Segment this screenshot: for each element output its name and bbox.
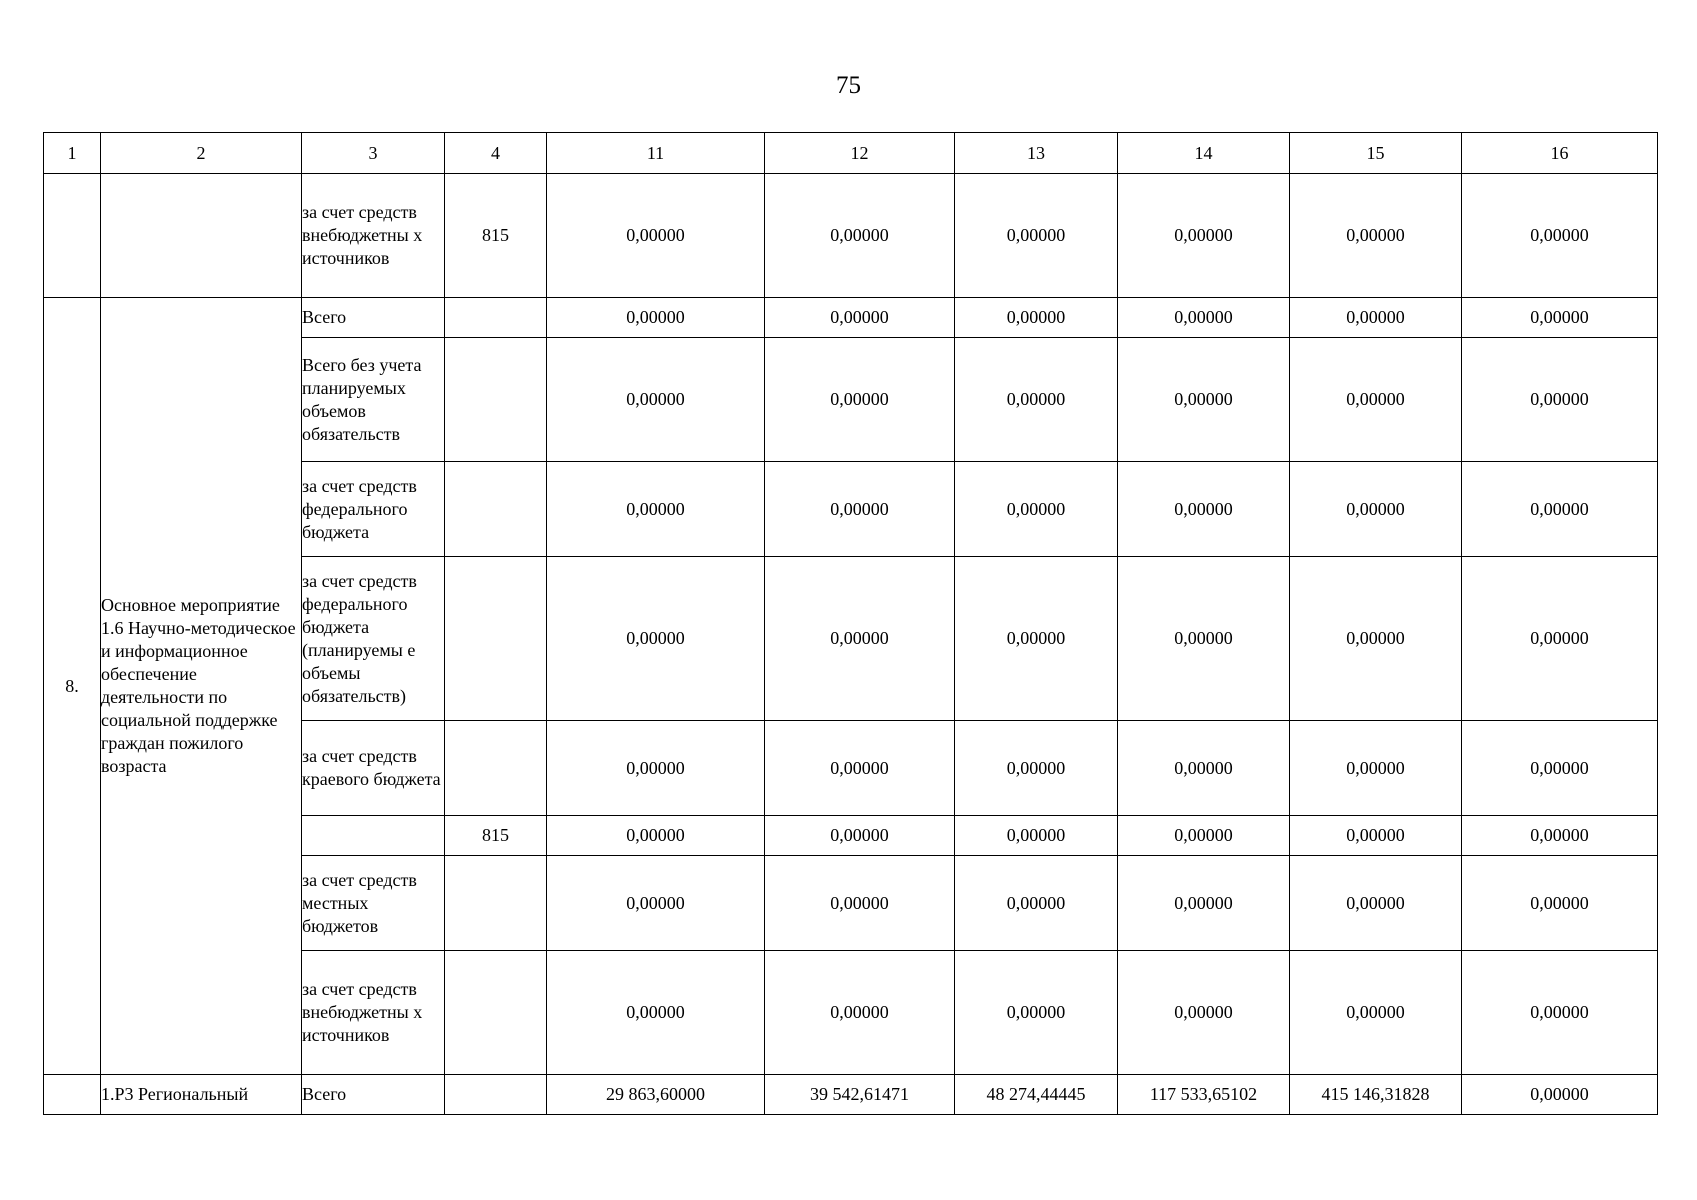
column-header: 14 [1118,133,1290,174]
value-cell: 0,00000 [1118,462,1290,557]
column-header: 13 [955,133,1118,174]
value-cell: 0,00000 [1290,557,1462,721]
value-cell: 0,00000 [1118,557,1290,721]
column-header: 4 [445,133,547,174]
code-cell [445,951,547,1075]
table-row [44,174,1658,298]
header-row [44,133,1658,174]
value-cell: 39 542,61471 [765,1075,955,1115]
table-row [44,298,1658,338]
value-cell: 0,00000 [547,816,765,856]
value-cell: 0,00000 [955,298,1118,338]
value-cell: 0,00000 [1462,816,1658,856]
value-cell: 0,00000 [1462,338,1658,462]
value-cell: 0,00000 [1118,338,1290,462]
value-cell: 0,00000 [955,721,1118,816]
value-cell: 0,00000 [1462,721,1658,816]
value-cell: 0,00000 [1462,1075,1658,1115]
value-cell: 0,00000 [1290,174,1462,298]
activity-name-cell [101,174,302,298]
column-header: 3 [302,133,445,174]
value-cell: 0,00000 [1118,816,1290,856]
activity-name-cell: Основное мероприятие 1.6 Научно-методическое и информационное обеспечение деятельности по социальной поддержке граждан пожилого возраста [101,298,302,1075]
activity-name-cell: 1.Р3 Региональный [101,1075,302,1115]
value-cell: 0,00000 [1462,462,1658,557]
value-cell: 0,00000 [1290,721,1462,816]
code-cell [445,338,547,462]
value-cell: 0,00000 [765,721,955,816]
value-cell: 0,00000 [955,462,1118,557]
value-cell: 0,00000 [547,721,765,816]
value-cell: 0,00000 [955,557,1118,721]
funding-source-cell: Всего без учета планируемых объемов обязательств [302,338,445,462]
value-cell: 415 146,31828 [1290,1075,1462,1115]
value-cell: 0,00000 [1462,174,1658,298]
value-cell: 0,00000 [1290,298,1462,338]
budget-table [43,132,1658,1115]
value-cell: 0,00000 [1118,721,1290,816]
value-cell: 0,00000 [547,338,765,462]
value-cell: 0,00000 [765,338,955,462]
row-number-cell [44,174,101,298]
value-cell: 0,00000 [547,951,765,1075]
code-cell [445,557,547,721]
value-cell: 0,00000 [955,856,1118,951]
column-header: 15 [1290,133,1462,174]
funding-source-cell: за счет средств краевого бюджета [302,721,445,816]
value-cell: 0,00000 [765,462,955,557]
value-cell: 0,00000 [1118,856,1290,951]
funding-source-cell [302,816,445,856]
funding-source-cell: Всего [302,298,445,338]
value-cell: 0,00000 [1462,856,1658,951]
page-number: 75 [836,72,861,99]
code-cell: 815 [445,816,547,856]
value-cell: 0,00000 [547,298,765,338]
value-cell: 0,00000 [1462,951,1658,1075]
code-cell [445,856,547,951]
value-cell: 0,00000 [547,462,765,557]
value-cell: 0,00000 [1118,174,1290,298]
funding-source-cell: за счет средств федерального бюджета (планируемы е объемы обязательств) [302,557,445,721]
value-cell: 48 274,44445 [955,1075,1118,1115]
value-cell: 0,00000 [955,951,1118,1075]
code-cell [445,721,547,816]
value-cell: 0,00000 [765,856,955,951]
code-cell [445,462,547,557]
column-header: 12 [765,133,955,174]
value-cell: 0,00000 [765,816,955,856]
column-header: 16 [1462,133,1658,174]
value-cell: 0,00000 [1290,816,1462,856]
funding-source-cell: за счет средств федерального бюджета [302,462,445,557]
code-cell: 815 [445,174,547,298]
value-cell: 0,00000 [1290,462,1462,557]
code-cell [445,298,547,338]
value-cell: 0,00000 [765,174,955,298]
code-cell [445,1075,547,1115]
row-number-cell [44,1075,101,1115]
value-cell: 0,00000 [765,951,955,1075]
value-cell: 0,00000 [1118,951,1290,1075]
value-cell: 29 863,60000 [547,1075,765,1115]
column-header: 11 [547,133,765,174]
value-cell: 0,00000 [1462,557,1658,721]
funding-source-cell: Всего [302,1075,445,1115]
value-cell: 0,00000 [1290,951,1462,1075]
funding-source-cell: за счет средств местных бюджетов [302,856,445,951]
value-cell: 0,00000 [1118,298,1290,338]
value-cell: 0,00000 [547,174,765,298]
value-cell: 0,00000 [955,338,1118,462]
column-header: 2 [101,133,302,174]
row-number-cell: 8. [44,298,101,1075]
funding-source-cell: за счет средств внебюджетны х источников [302,951,445,1075]
column-header: 1 [44,133,101,174]
value-cell: 0,00000 [547,856,765,951]
value-cell: 117 533,65102 [1118,1075,1290,1115]
value-cell: 0,00000 [955,816,1118,856]
value-cell: 0,00000 [955,174,1118,298]
funding-source-cell: за счет средств внебюджетны х источников [302,174,445,298]
table-row [44,1075,1658,1115]
value-cell: 0,00000 [1462,298,1658,338]
value-cell: 0,00000 [765,557,955,721]
value-cell: 0,00000 [765,298,955,338]
value-cell: 0,00000 [547,557,765,721]
value-cell: 0,00000 [1290,856,1462,951]
value-cell: 0,00000 [1290,338,1462,462]
